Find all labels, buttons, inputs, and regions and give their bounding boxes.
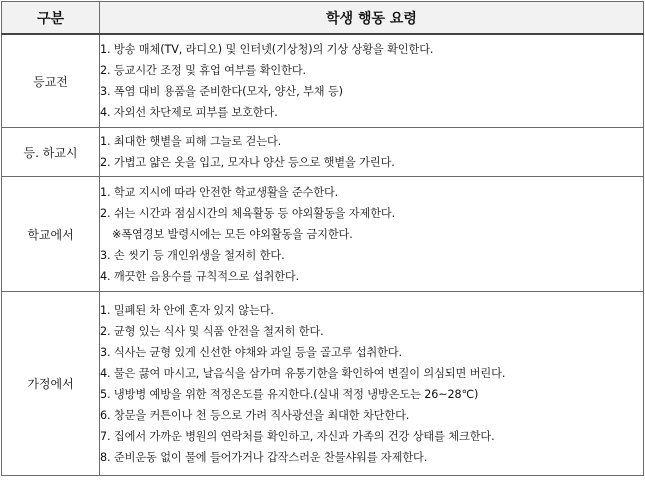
heatwave-guide-table bbox=[1, 1, 644, 476]
list-item: 1. 최대한 햇볕을 피해 그늘로 걷는다. bbox=[100, 135, 282, 148]
list-item: 2. 쉬는 시간과 점심시간의 체육활동 등 야외활동을 자제한다. bbox=[100, 206, 396, 220]
list-item: 7. 집에서 가까운 병원의 연락처를 확인하고, 자신과 가족의 건강 상태를 체크한다. bbox=[100, 429, 495, 443]
row-category: 학교에서 bbox=[2, 177, 100, 292]
list-item: 5. 냉방병 예방을 위한 적정온도를 유지한다.(실내 적정 냉방온도는 26~28℃) bbox=[100, 387, 479, 401]
list-item: 2. 가볍고 얇은 옷을 입고, 모자나 양산 등으로 햇볕을 가린다. bbox=[100, 156, 395, 169]
list-item: 2. 균형 있는 식사 및 식품 안전을 철저히 한다. bbox=[100, 324, 324, 338]
list-item: 4. 자외선 차단제로 피부를 보호한다. bbox=[100, 106, 278, 119]
row-category: 등. 하교시 bbox=[2, 128, 100, 177]
row-category: 가정에서 bbox=[2, 292, 100, 476]
row-category: 등교전 bbox=[2, 34, 100, 128]
header-actions: 학생 행동 요령 bbox=[100, 2, 644, 35]
list-item: 1. 방송 매체(TV, 라디오) 및 인터넷(기상청)의 기상 상황을 확인한다. bbox=[100, 43, 434, 56]
list-item: 8. 준비운동 없이 물에 들어가거나 갑작스러운 찬물샤워를 자제한다. bbox=[100, 450, 428, 464]
table-row-before-school bbox=[2, 34, 644, 128]
list-item: 1. 학교 지시에 따라 안전한 학교생활을 준수한다. bbox=[100, 185, 339, 199]
header-category: 구분 bbox=[2, 2, 100, 35]
list-item: 1. 밀폐된 차 안에 혼자 있지 않는다. bbox=[100, 303, 274, 317]
list-item-note: ※폭염경보 발령시에는 모든 야외활동을 금지한다. bbox=[112, 227, 353, 241]
row-items bbox=[100, 177, 644, 292]
list-item: 3. 손 씻기 등 개인위생을 철저히 한다. bbox=[100, 248, 285, 262]
list-item: 3. 식사는 균형 있게 신선한 야채와 과일 등을 골고루 섭취한다. bbox=[100, 345, 403, 359]
table-row-at-home bbox=[2, 292, 644, 476]
list-item: 3. 폭염 대비 용품을 준비한다(모자, 양산, 부채 등) bbox=[100, 85, 343, 98]
list-item: 2. 등교시간 조정 및 휴업 여부를 확인한다. bbox=[100, 64, 306, 77]
list-item: 4. 깨끗한 음용수를 규칙적으로 섭취한다. bbox=[100, 269, 300, 283]
list-item: 4. 물은 끓여 마시고, 날음식을 삼가며 유통기한을 확인하여 변질이 의심되면 버린다. bbox=[100, 366, 506, 380]
table-row-commute bbox=[2, 128, 644, 177]
row-items bbox=[100, 34, 644, 128]
table-header-row bbox=[2, 2, 644, 35]
row-items bbox=[100, 292, 644, 476]
row-items bbox=[100, 128, 644, 177]
table-row-at-school bbox=[2, 177, 644, 292]
list-item: 6. 창문을 커튼이나 천 등으로 가려 직사광선을 최대한 차단한다. bbox=[100, 408, 410, 422]
